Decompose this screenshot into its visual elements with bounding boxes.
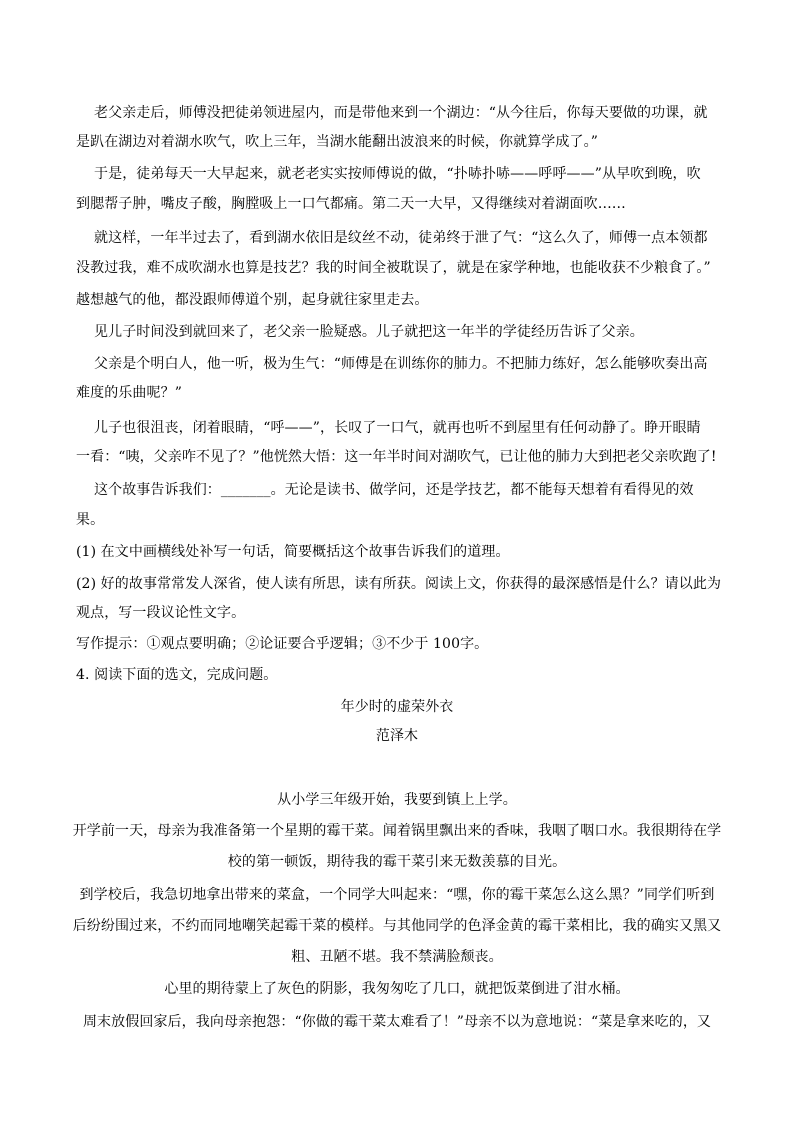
story-line-13: 这个故事告诉我们：_______。无论是读书、做学问，还是学技艺，都不能每天想着有看得见的效 xyxy=(94,482,694,498)
story-line-3: 于是，徒弟每天一大早起来，就老老实实按师傅说的做，“扑哧扑哧——呼呼——”从早吹到晚，吹 xyxy=(94,166,701,182)
essay-line-2: 开学前一天，母亲为我准备第一个星期的霉干菜。闻着锅里飘出来的香味，我咽了咽口水。我很期待在学 xyxy=(72,823,722,839)
story-line-14: 果。 xyxy=(76,512,105,528)
story-line-2: 是趴在湖边对着湖水吹气，吹上三年，当湖水能翻出波浪来的时候，你就算学成了。” xyxy=(76,134,598,150)
question-2-line-2: 观点，写一段议论性文字。 xyxy=(76,605,246,621)
essay-line-4: 到学校后，我急切地拿出带来的菜盒，一个同学大叫起来：“嘿，你的霉干菜怎么这么黑？”同学们听到 xyxy=(79,887,715,903)
story-line-8: 见儿子时间没到就回来了，老父亲一脸疑惑。儿子就把这一年半的学徒经历告诉了父亲。 xyxy=(94,324,644,340)
story-line-5: 就这样，一年半过去了，看到湖水依旧是纹丝不动，徒弟终于泄了气：“这么久了，师傅一点本领都 xyxy=(94,230,708,246)
story-line-12: 一看：“咦，父亲咋不见了？”他恍然大悟：这一年半时间对湖吹气，已让他的肺力大到把老父亲吹跑了! xyxy=(76,449,717,465)
essay-line-3: 校的第一顿饭，期待我的霉干菜引来无数羡慕的目光。 xyxy=(227,854,567,870)
story-line-11: 儿子也很沮丧，闭着眼睛，“呼——”，长叹了一口气，就再也听不到屋里有任何动静了。睁开眼睛 xyxy=(94,420,701,436)
question-4: 4. 阅读下面的选文，完成问题。 xyxy=(76,667,278,683)
essay-line-1: 从小学三年级开始，我要到镇上上学。 xyxy=(277,792,517,808)
essay-line-8: 周末放假回家后，我向母亲抱怨：“你做的霉干菜太难看了！”母亲不以为意地说：“菜是拿来吃的，又 xyxy=(82,1014,712,1030)
question-1: (1) 在文中画横线处补写一句话，简要概括这个故事告诉我们的道理。 xyxy=(76,544,510,560)
essay-author: 范泽木 xyxy=(375,728,419,744)
story-line-7: 越想越气的他，都没跟师傅道个别，起身就往家里走去。 xyxy=(76,292,429,308)
story-line-10: 难度的乐曲呢？” xyxy=(76,385,182,401)
essay-title: 年少时的虚荣外衣 xyxy=(340,699,454,715)
story-line-4: 到腮帮子肿，嘴皮子酸，胸膛吸上一口气都痛。第二天一大早，又得继续对着湖面吹…… xyxy=(76,196,626,212)
story-line-1: 老父亲走后，师傅没把徒弟领进屋内，而是带他来到一个湖边：“从今往后，你每天要做的功课，就 xyxy=(94,105,708,121)
story-line-9: 父亲是个明白人，他一听，极为生气：“师傅是在训练你的肺力。不把肺力练好，怎么能够吹奏出高 xyxy=(94,356,708,372)
story-line-6: 没教过我，难不成吹湖水也算是技艺？我的时间全被耽误了，就是在家学种地，也能收获不少粮食了。” xyxy=(76,260,711,276)
writing-hint: 写作提示：①观点要明确；②论证要合乎逻辑；③不少于 100字。 xyxy=(76,636,489,652)
essay-line-6: 粗、丑陋不堪。我不禁满脸颓丧。 xyxy=(291,949,503,965)
essay-line-5: 后纷纷围过来，不约而同地嘲笑起霉干菜的模样。与其他同学的色泽金黄的霉干菜相比，我的确实又黑又 xyxy=(72,918,722,934)
essay-line-7: 心里的期待蒙上了灰色的阴影，我匆匆吃了几口，就把饭菜倒进了泔水桶。 xyxy=(164,981,630,997)
question-2-line-1: (2) 好的故事常常发人深省，使人读有所思，读有所获。阅读上文，你获得的最深感悟是什么？请以此为 xyxy=(76,576,722,592)
